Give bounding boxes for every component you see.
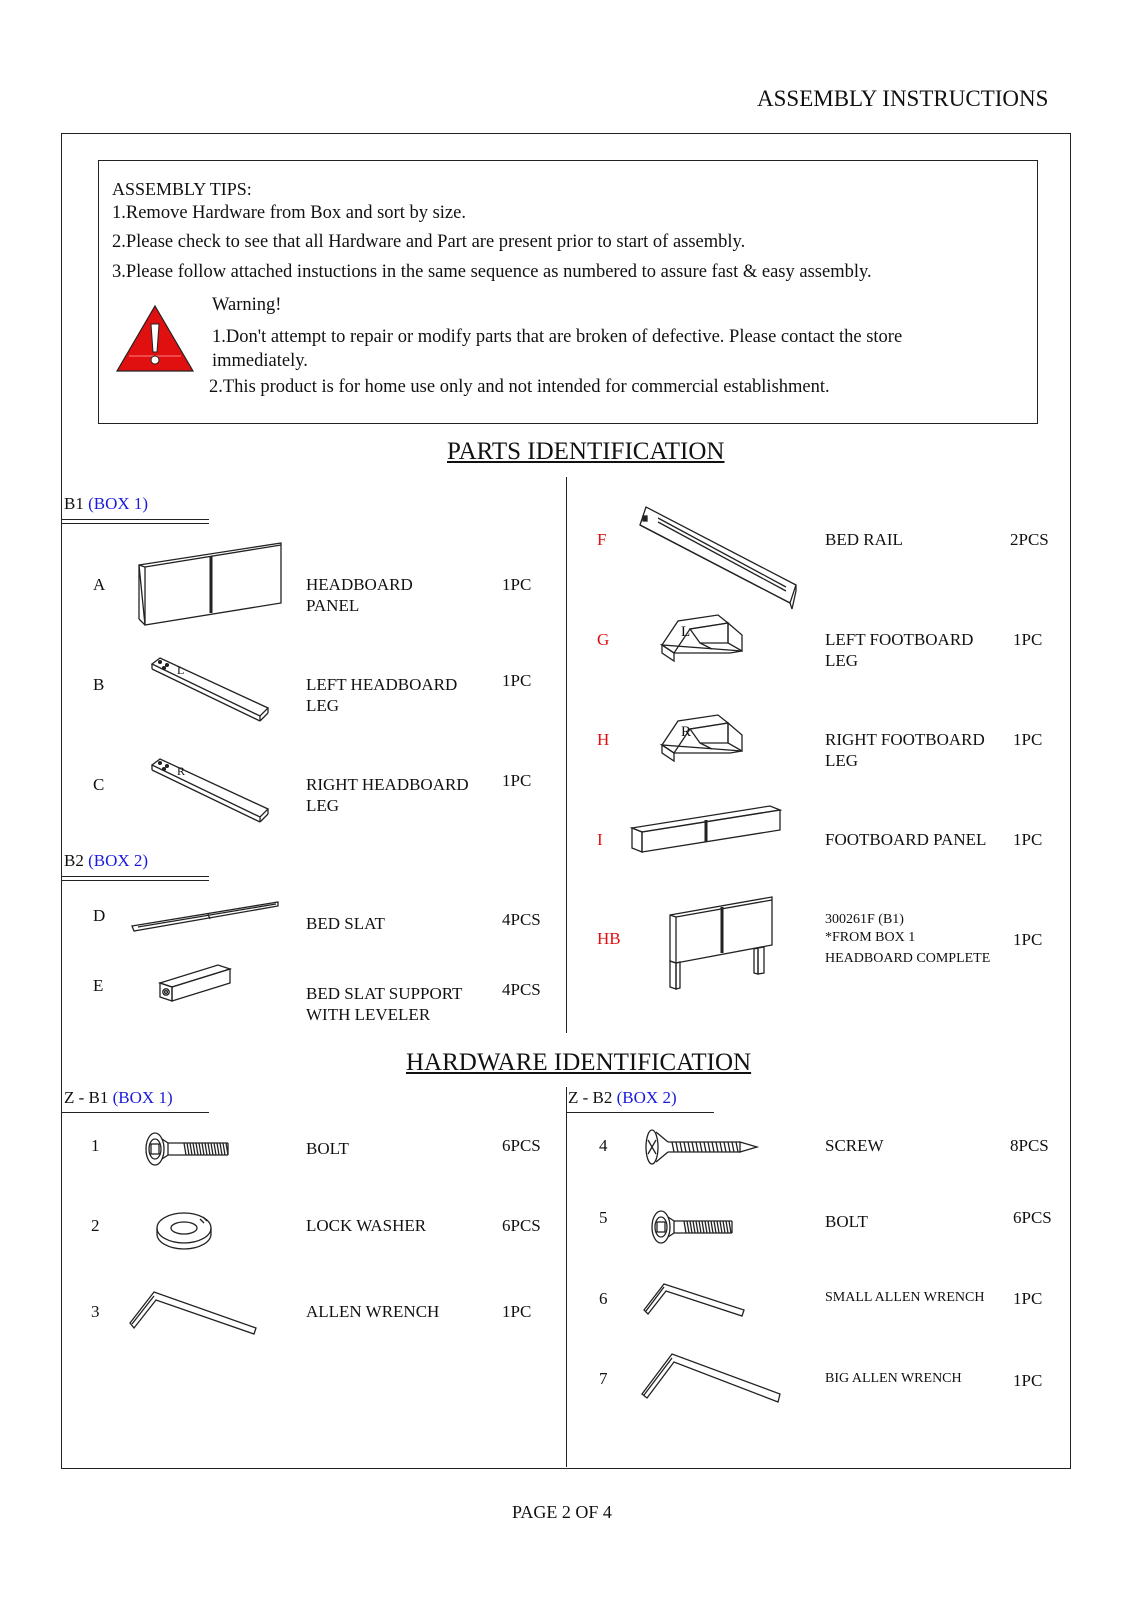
bolt-icon — [144, 1131, 234, 1167]
screw-icon — [644, 1128, 759, 1166]
part-f-letter: F — [597, 530, 607, 549]
hw-3-qty: 1PC — [502, 1302, 532, 1321]
rule — [61, 519, 209, 520]
part-g-name: LEFT FOOTBOARD LEG — [825, 630, 974, 670]
thread-line — [688, 1142, 690, 1152]
thread-line — [716, 1142, 718, 1152]
thread-line — [217, 1143, 219, 1155]
rule — [61, 880, 209, 881]
hardware-box1-label: Z - B1 (BOX 1) — [64, 1088, 173, 1107]
thread-line — [700, 1142, 702, 1152]
bed-rail-icon — [638, 505, 798, 610]
warning-1b: immediately. — [212, 351, 308, 371]
part-f-name: BED RAIL — [825, 530, 903, 549]
thread-line — [704, 1142, 706, 1152]
part-g-letter: G — [597, 630, 610, 649]
part-c-name: RIGHT HEADBOARD LEG — [306, 775, 469, 815]
part-hb-name-2: *FROM BOX 1 — [825, 930, 916, 945]
part-d-qty: 4PCS — [502, 910, 541, 929]
footboard-panel-icon — [630, 806, 782, 856]
hw-2-num: 2 — [91, 1216, 100, 1235]
lock-washer-icon — [155, 1211, 213, 1249]
part-hb-name-3: HEADBOARD COMPLETE — [825, 951, 991, 966]
bed-slat-icon — [130, 900, 280, 935]
allen-wrench-icon — [128, 1288, 258, 1338]
thread-line — [687, 1221, 689, 1233]
warning-1a: 1.Don't attempt to repair or modify parts that are broken of defective. Please contact the store — [212, 327, 903, 347]
tip-3: 3.Please follow attached instuctions in the same sequence as numbered to assure fast & easy assembly. — [112, 262, 872, 282]
hw-4-num: 4 — [599, 1136, 608, 1155]
thread-line — [699, 1221, 701, 1233]
part-e-letter: E — [93, 976, 104, 995]
thread-line — [693, 1221, 695, 1233]
thread-line — [723, 1221, 725, 1233]
hw-7-num: 7 — [599, 1369, 608, 1388]
thread-line — [696, 1142, 698, 1152]
hardware-divider — [566, 1087, 567, 1467]
big-allen-wrench-icon — [640, 1352, 782, 1408]
hw-6-qty: 1PC — [1013, 1289, 1043, 1308]
left-mark: L — [177, 663, 185, 677]
hw-3-num: 3 — [91, 1302, 100, 1321]
thread-line — [717, 1221, 719, 1233]
thread-line — [223, 1143, 225, 1155]
thread-line — [720, 1142, 722, 1152]
hw-5-name: BOLT — [825, 1212, 868, 1231]
hardware-box2-label: Z - B2 (BOX 2) — [568, 1088, 677, 1107]
thread-line — [208, 1143, 210, 1155]
part-f-qty: 2PCS — [1010, 530, 1049, 549]
thread-line — [684, 1142, 686, 1152]
part-h-name: RIGHT FOOTBOARD LEG — [825, 730, 985, 770]
headboard-panel-icon — [135, 541, 285, 626]
part-hb-letter: HB — [597, 929, 621, 948]
thread-line — [732, 1142, 734, 1152]
part-b-qty: 1PC — [502, 671, 532, 690]
part-hb-qty: 1PC — [1013, 930, 1043, 949]
thread-line — [672, 1142, 674, 1152]
left-headboard-leg-icon — [150, 656, 270, 726]
page-header-title: ASSEMBLY INSTRUCTIONS — [757, 86, 1049, 111]
thread-line — [202, 1143, 204, 1155]
thread-line — [220, 1143, 222, 1155]
part-a-name: HEADBOARD PANEL — [306, 575, 413, 615]
hw-4-qty: 8PCS — [1010, 1136, 1049, 1155]
thread-line — [214, 1143, 216, 1155]
right-headboard-leg-icon — [150, 757, 270, 827]
headboard-complete-icon — [668, 895, 778, 990]
thread-line — [205, 1143, 207, 1155]
thread-line — [705, 1221, 707, 1233]
part-a-qty: 1PC — [502, 575, 532, 594]
part-i-name: FOOTBOARD PANEL — [825, 830, 987, 849]
box1-label: B1 (BOX 1) — [64, 494, 149, 513]
part-i-letter: I — [597, 830, 603, 849]
thread-line — [184, 1143, 186, 1155]
tip-1: 1.Remove Hardware from Box and sort by size. — [112, 203, 466, 223]
g-left-mark: L — [681, 624, 691, 640]
hw-6-num: 6 — [599, 1289, 608, 1308]
thread-line — [680, 1142, 682, 1152]
thread-line — [712, 1142, 714, 1152]
part-h-letter: H — [597, 730, 610, 749]
rule — [566, 1112, 714, 1113]
left-footboard-leg-icon — [660, 613, 745, 663]
thread-line — [692, 1142, 694, 1152]
thread-line — [728, 1142, 730, 1152]
rule — [61, 523, 209, 524]
hw-1-name: BOLT — [306, 1139, 349, 1158]
thread-line — [193, 1143, 195, 1155]
thread-line — [676, 1142, 678, 1152]
warning-triangle-icon — [115, 304, 195, 374]
part-e-name: BED SLAT SUPPORT WITH LEVELER — [306, 984, 463, 1024]
part-a-letter: A — [93, 575, 106, 594]
hw-7-name: BIG ALLEN WRENCH — [825, 1371, 962, 1386]
part-g-qty: 1PC — [1013, 630, 1043, 649]
rule — [61, 1112, 209, 1113]
hw-2-name: LOCK WASHER — [306, 1216, 427, 1235]
small-allen-wrench-icon — [642, 1280, 746, 1322]
hw-1-num: 1 — [91, 1136, 100, 1155]
part-hb-name-1: 300261F (B1) — [825, 912, 904, 927]
warning-2: 2.This product is for home use only and not intended for commercial establishment. — [209, 377, 830, 397]
hw-1-qty: 6PCS — [502, 1136, 541, 1155]
right-footboard-leg-icon — [660, 713, 745, 763]
thread-line — [696, 1221, 698, 1233]
rule — [61, 876, 209, 877]
box2-label: B2 (BOX 2) — [64, 851, 149, 870]
thread-line — [724, 1142, 726, 1152]
hw-5-num: 5 — [599, 1208, 608, 1227]
thread-line — [726, 1221, 728, 1233]
page-number: PAGE 2 OF 4 — [512, 1502, 612, 1522]
hw-7-qty: 1PC — [1013, 1371, 1043, 1390]
part-b-letter: B — [93, 675, 105, 694]
part-c-qty: 1PC — [502, 771, 532, 790]
hw-2-qty: 6PCS — [502, 1216, 541, 1235]
part-b-name: LEFT HEADBOARD LEG — [306, 675, 458, 715]
thread-line — [714, 1221, 716, 1233]
thread-line — [736, 1142, 738, 1152]
part-c-letter: C — [93, 775, 105, 794]
thread-line — [190, 1143, 192, 1155]
hw-6-name: SMALL ALLEN WRENCH — [825, 1290, 985, 1305]
thread-line — [684, 1221, 686, 1233]
h-right-mark: R — [681, 724, 692, 740]
tips-heading: ASSEMBLY TIPS: — [112, 179, 252, 199]
hw-5-qty: 6PCS — [1013, 1208, 1052, 1227]
thread-line — [690, 1221, 692, 1233]
thread-line — [702, 1221, 704, 1233]
part-d-name: BED SLAT — [306, 914, 385, 933]
bolt-icon — [650, 1209, 735, 1245]
bed-slat-support-icon — [158, 963, 233, 1003]
thread-line — [187, 1143, 189, 1155]
hw-3-name: ALLEN WRENCH — [306, 1302, 440, 1321]
parts-identification-title: PARTS IDENTIFICATION — [447, 438, 725, 465]
thread-line — [196, 1143, 198, 1155]
thread-line — [211, 1143, 213, 1155]
thread-line — [720, 1221, 722, 1233]
part-e-qty: 4PCS — [502, 980, 541, 999]
thread-line — [708, 1142, 710, 1152]
part-d-letter: D — [93, 906, 106, 925]
thread-line — [729, 1221, 731, 1233]
thread-line — [708, 1221, 710, 1233]
hardware-identification-title: HARDWARE IDENTIFICATION — [406, 1049, 752, 1076]
part-i-qty: 1PC — [1013, 830, 1043, 849]
thread-line — [711, 1221, 713, 1233]
parts-divider — [566, 477, 567, 1033]
part-h-qty: 1PC — [1013, 730, 1043, 749]
right-mark: R — [177, 764, 186, 778]
warning-title: Warning! — [212, 295, 282, 315]
tip-2: 2.Please check to see that all Hardware and Part are present prior to start of assembly. — [112, 232, 746, 252]
hw-4-name: SCREW — [825, 1136, 884, 1155]
thread-line — [199, 1143, 201, 1155]
